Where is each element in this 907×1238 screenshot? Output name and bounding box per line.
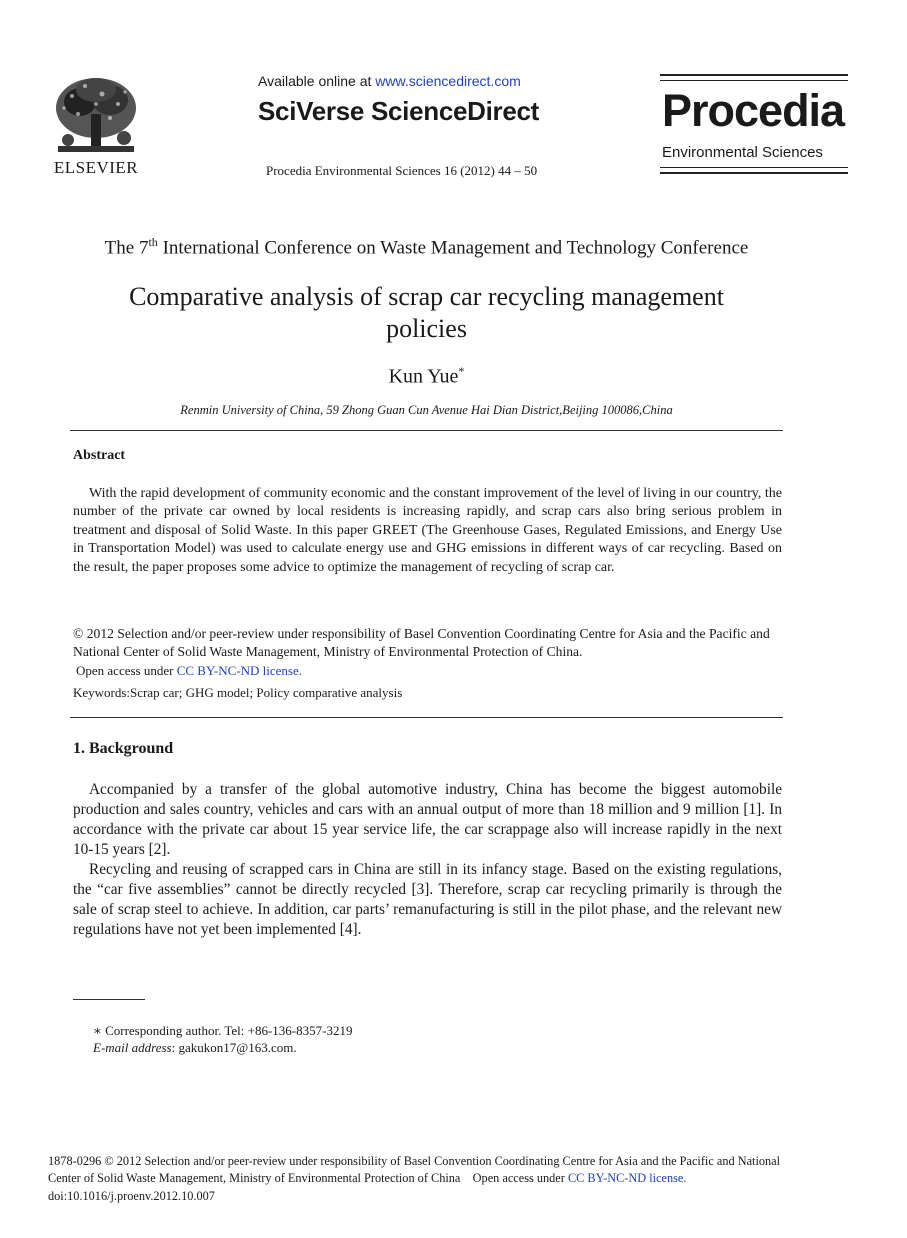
divider-top [70,430,783,431]
section-paragraph-1: Accompanied by a transfer of the global automotive industry, China has become the biggest automobile production and sales country, vehicles and cars with an annual output of more than 18 million and 9 million [1]. In accordance with the private car about 15 year service life, the car scrappage also will increase rapidly in the next 10-15 years [2]. [73,781,782,858]
section-paragraph-2: Recycling and reusing of scrapped cars in China are still in its infancy stage. Based on the existing regulations, the “car five assemblies” cannot be directly recycled [3]. Therefore, scrap car recycling primarily is through the sale of scrap steel to achieve. In addition, car parts’ remanufacturing is still in the pilot phase, and the relevant new regulations have not yet been implemented [4]. [73,861,782,938]
procedia-subtitle: Environmental Sciences [662,144,823,161]
sciverse-brand: SciVerse ScienceDirect [258,96,540,126]
elsevier-wordmark: ELSEVIER [53,158,139,177]
conference-name: The 7th International Conference on Waste Management and Technology Conference [104,235,749,259]
copyright-statement: © 2012 Selection and/or peer-review under responsibility of Basel Convention Coordinating Centre for Asia and the Pacific and National Center of Solid Waste Management, Ministry of Environmental Protection of China. [73,626,770,660]
section-heading: 1. Background [73,740,174,757]
corresponding-author: ∗ Corresponding author. Tel: +86-136-8357-3219 [93,1023,353,1038]
article-title: Comparative analysis of scrap car recycling management policies [129,282,724,343]
keywords: Keywords:Scrap car; GHG model; Policy comparative analysis [73,685,403,700]
footnote-rule [73,999,145,1000]
sciencedirect-link[interactable]: www.sciencedirect.com [375,73,521,89]
abstract-text: With the rapid development of community economic and the constant improvement of the level of living in our country, the number of the private car owned by local residents is increasing rapidly, and scrap cars also bring serious problem in treatment and disposal of Solid Waste. In this paper GREET (The Greenhouse Gases, Regulated Emissions, and Energy Use in Transportation Model) was used to calculate energy use and GHG emissions in different ways of car recycling. Based on the result, the paper proposes some advice to optimize the management of recycling of scrap car. [73,486,782,575]
affiliation: Renmin University of China, 59 Zhong Guan Cun Avenue Hai Dian District,Beijing 100086,China [180,403,673,417]
author: Kun Yue* [388,364,465,388]
footer-doi: doi:10.1016/j.proenv.2012.10.007 [48,1189,215,1203]
footer-issn: 1878-0296 © 2012 Selection and/or peer-review under responsibility of Basel Convention Coordinating Centre for Asia and the Pacific and National [48,1154,781,1168]
footer-license-link[interactable]: CC BY-NC-ND license. [567,1171,687,1185]
open-access-line: Open access under CC BY-NC-ND license. [76,663,303,678]
elsevier-logo [50,74,142,178]
abstract-heading: Abstract [73,448,126,463]
available-online: Available online at www.sciencedirect.com [258,73,521,89]
footer-line-2: Center of Solid Waste Management, Ministry of Environmental Protection of China Open access under CC BY-NC-ND license. [48,1171,687,1185]
journal-citation: Procedia Environmental Sciences 16 (2012) 44 – 50 [266,163,538,178]
procedia-title: Procedia [662,85,845,136]
email-address[interactable]: gakukon17@163.com. [178,1040,297,1055]
divider-bottom [70,717,783,718]
email-line: E-mail address: gakukon17@163.com. [93,1040,297,1055]
elsevier-tree-icon [50,74,142,158]
procedia-logo [660,74,848,176]
license-link[interactable]: CC BY-NC-ND license. [176,663,303,678]
